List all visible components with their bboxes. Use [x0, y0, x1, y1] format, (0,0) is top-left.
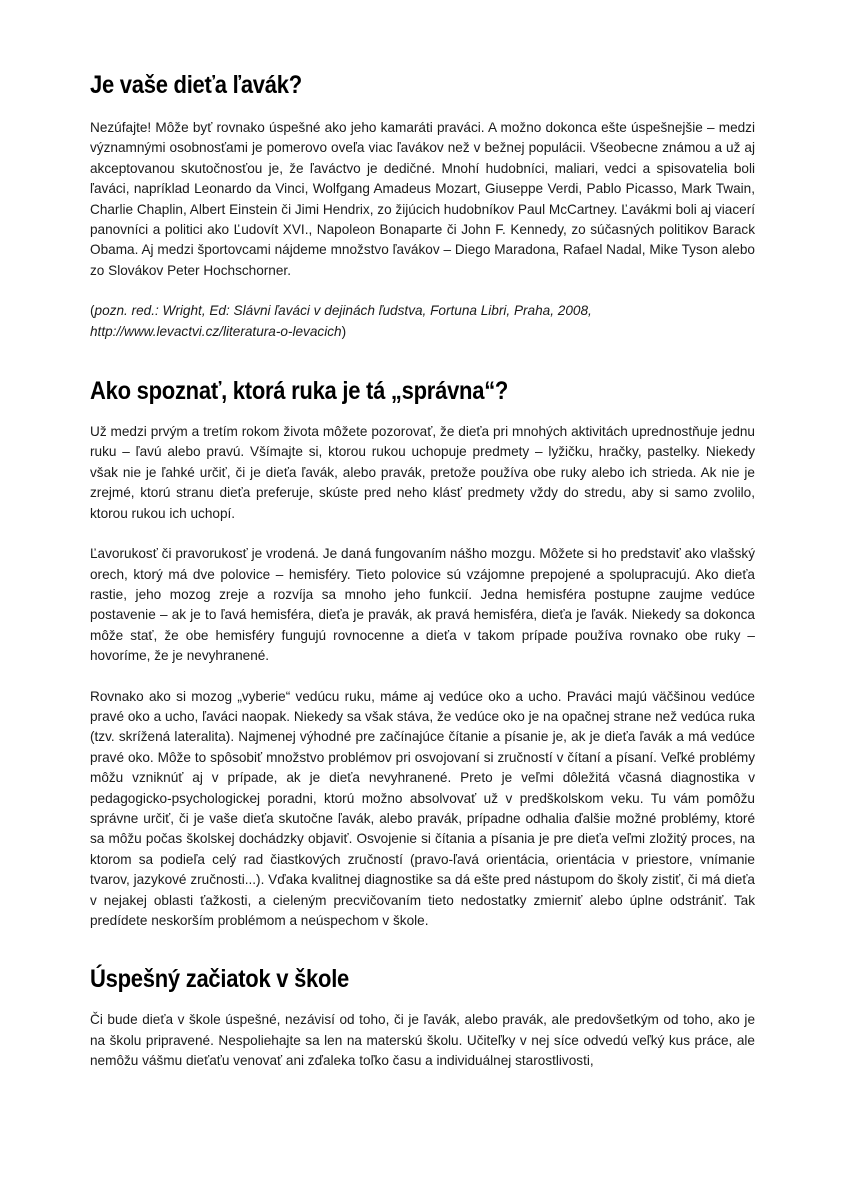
section-heading-school-start: Úspešný začiatok v škole	[90, 965, 350, 994]
note-url: http://www.levactvi.cz/literatura-o-levacich	[90, 323, 342, 339]
editor-note	[90, 301, 755, 342]
paragraph-intro: Nezúfajte! Môže byť rovnako úspešné ako jeho kamaráti praváci. A možno dokonca ešte úspešnejšie – medzi významnými osobnosťami je pomerovo oveľa viac ľavákov než v bežnej populácii. Všeobecne známou a už aj akceptovanou skutočnosťou je, že ľaváctvo je dedičné. Mnohí hudobníci, maliari, vedci a spisovatelia boli ľaváci, napríklad Leonardo da Vinci, Wolfgang Amadeus Mozart, Giuseppe Verdi, Pablo Picasso, Mark Twain, Charlie Chaplin, Albert Einstein či Jimi Hendrix, zo žijúcich hudobníkov Paul McCartney. Ľavákmi boli aj viacerí panovníci a politici ako Ľudovít XVI., Napoleon Bonaparte či John F. Kennedy, zo súčasných politikov Barack Obama. Aj medzi športovcami nájdeme množstvo ľavákov – Diego Maradona, Rafael Nadal, Mike Tyson alebo zo Slovákov Peter Hochschorner.	[90, 120, 755, 278]
note-citation: pozn. red.: Wright, Ed: Slávni ľaváci v dejinách ľudstva, Fortuna Libri, Praha, 2008,	[94, 303, 592, 319]
document-page	[90, 68, 755, 1072]
paragraph-brain-hemispheres: Ľavorukosť či pravorukosť je vrodená. Je daná fungovaním nášho mozgu. Môžete si ho predstaviť ako vlašský orech, ktorý má dve polovice – hemisféry. Tieto polovice sú vzájomne prepojené a spolupracujú. Ako dieťa rastie, jeho mozog zreje a rozvíja sa mnoho jeho funkcií. Jedna hemisféra postupne zaujme vedúce postavenie – ak je to ľavá hemisféra, dieťa je pravák, ak pravá hemisféra, dieťa je ľavák. Niekedy sa dokonca môže stať, že obe hemisféry fungujú rovnocenne a dieťa v takom prípade používa rovnako obe ruky – hovoríme, že je nevyhranené.	[90, 546, 755, 664]
note-close-paren: )	[341, 323, 347, 339]
note-open-paren: (	[90, 303, 95, 319]
paragraph-observe-hand: Už medzi prvým a tretím rokom života môžete pozorovať, že dieťa pri mnohých aktivitách uprednostňuje jednu ruku – ľavú alebo pravú. Všímajte si, ktorou rukou uchopuje predmety – lyžičku, hračky, pastelky. Niekedy však nie je ľahké určiť, či je dieťa ľavák, alebo pravák, pretože používa obe ruky alebo ich strieda. Ak nie je zrejmé, ktorú stranu dieťa preferuje, skúste pred neho klásť predmety vždy do stredu, aby si samo zvolilo, ktorou rukou ich uchopí.	[90, 424, 755, 521]
paragraph-school-readiness: Či bude dieťa v škole úspešné, nezávisí od toho, či je ľavák, alebo pravák, ale predovšetkým od toho, ako je na školu pripravené. Nespoliehajte sa len na materskú školu. Učiteľky v nej síce odvedú veľký kus práce, ale nemôžu vášmu dieťaťu venovať ani zďaleka toľko času a individuálnej starostlivosti,	[90, 1012, 755, 1069]
paragraph-leading-eye: Rovnako ako si mozog „vyberie“ vedúcu ruku, máme aj vedúce oko a ucho. Praváci majú väčšinou vedúce pravé oko a ucho, ľaváci naopak. Niekedy sa však stáva, že vedúce oko je na opačnej strane než vedúca ruka (tzv. skrížená lateralita). Najmenej výhodné pre začínajúce čítanie a písanie je, ak je dieťa ľavák a má vedúce pravé oko. Môže to spôsobiť množstvo problémov pri osvojovaní si zručností v čítaní a písaní. Veľké problémy môžu vzniknúť aj v prípade, ak je dieťa nevyhranené. Preto je veľmi dôležitá včasná diagnostika v pedagogicko-psychologickej poradni, ktorú možno absolvovať už v predškolskom veku. Tu vám pomôžu správne určiť, či je vaše dieťa skutočne ľavák, alebo pravák, prípadne odhalia ďalšie možné problémy, ktoré sa môžu počas školskej dochádzky objaviť. Osvojenie si čítania a písania je pre dieťa veľmi zložitý proces, na ktorom sa podieľa celý rad čiastkových zručností (pravo-ľavá orientácia, orientácia v priestore, vnímanie tvarov, jazykové zručnosti...). Vďaka kvalitnej diagnostike sa dá ešte pred nástupom do školy zistiť, či má dieťa v nejakej oblasti ťažkosti, a cieleným precvičovaním tieto nedostatky zmierniť alebo úplne odstrániť. Tak predídete neskorším problémom a neúspechom v škole.	[90, 688, 755, 928]
section-heading-correct-hand: Ako spoznať, ktorá ruka je tá „správna“?	[90, 377, 509, 406]
section-heading-left-handed-child: Je vaše dieťa ľavák?	[90, 71, 302, 99]
